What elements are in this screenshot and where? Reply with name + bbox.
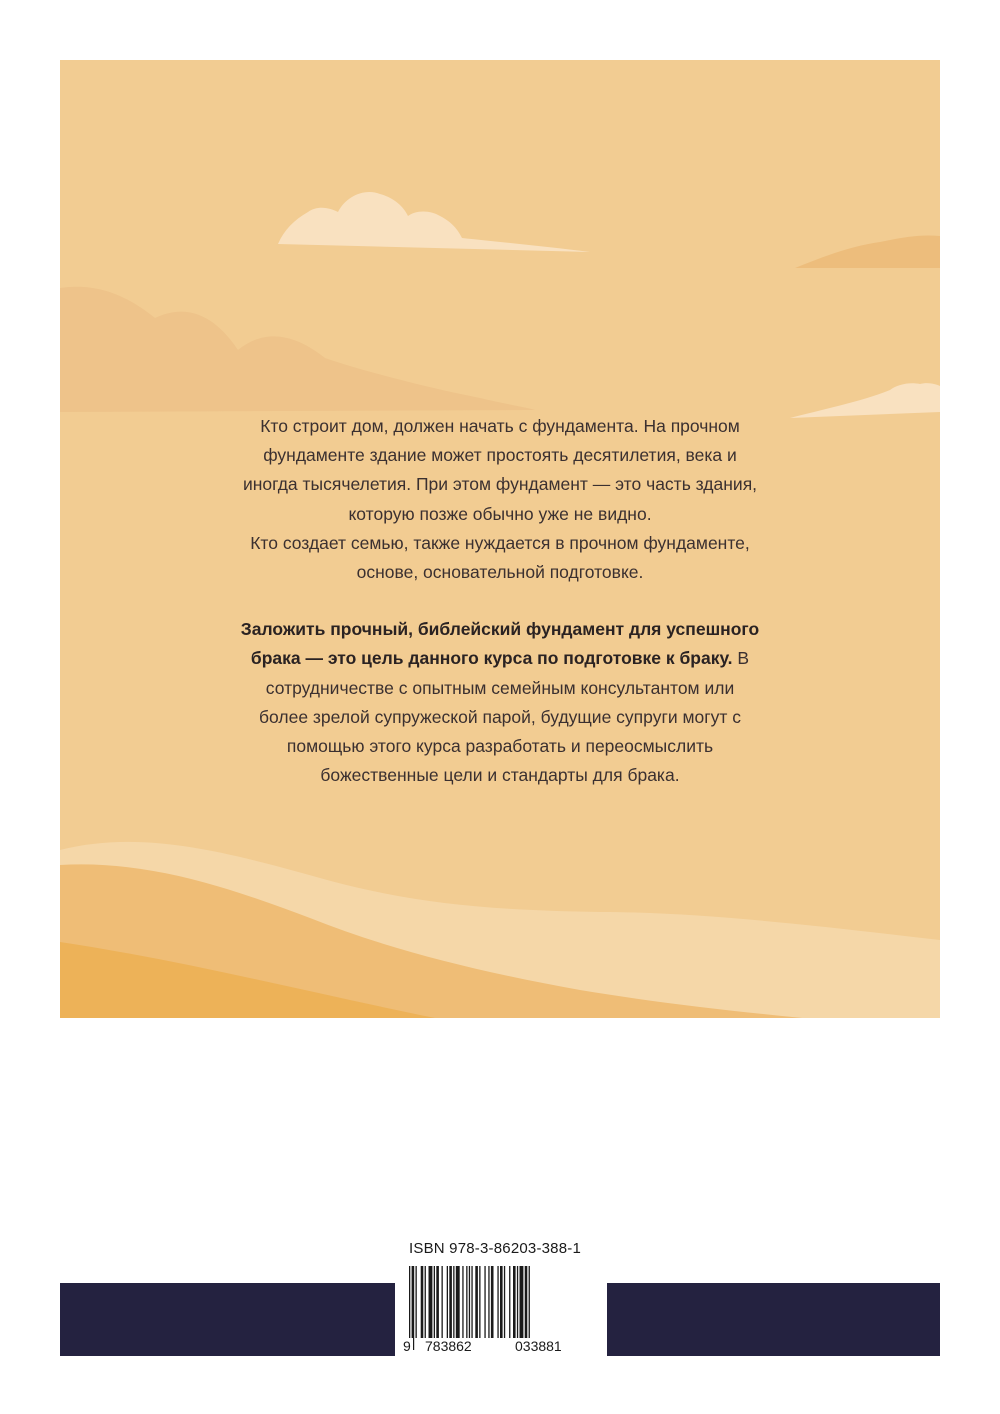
barcode-bar [517,1266,518,1338]
barcode-bar [453,1266,454,1338]
barcode-bar [425,1266,426,1338]
barcode-bar [479,1266,480,1338]
barcode-bar [456,1266,460,1338]
blurb-bold-lead: Заложить прочный, библейский фундамент для успешного брака — это цель данного курса по подготовке к браку. [240,619,760,669]
barcode-bar [434,1266,435,1338]
blurb-paragraph-3-rest: В сотрудничестве с опытным семейным консультантом или более зрелой супружеской парой, будущие супруги могут с помощью этого курса разработать и переосмыслить божественные цели и стандарты для брака. [259,648,750,786]
barcode-bar [484,1266,485,1338]
barcode-bar [500,1266,503,1338]
barcode-bar [421,1266,424,1338]
barcode-bar [488,1266,489,1338]
barcode-bar [447,1266,448,1338]
barcode-bar [509,1266,510,1338]
barcode-digits-left: 783862 [425,1338,472,1354]
blurb-paragraph-3 [240,615,760,790]
barcode-bar [466,1266,467,1338]
barcode-bar [429,1266,433,1338]
barcode-bar [491,1266,494,1338]
back-cover-blurb [240,412,760,790]
barcode-digit-first: 9 [403,1338,411,1354]
blurb-paragraph-1: Кто строит дом, должен начать с фундамента. На прочном фундаменте здание может простоять десятилетия, века и иногда тысячелетия. При этом фундамент — это часть здания, которую позже обычно уже не видно. [242,416,758,524]
blurb-paragraph-2: Кто создает семью, также нуждается в прочном фундаменте, основе, основательной подготовке. [250,532,750,583]
barcode-digits-right: 033881 [515,1338,562,1354]
barcode-bar [497,1266,498,1338]
isbn-label: ISBN 978-3-86203-388-1 [409,1240,582,1257]
barcode-bar [416,1266,417,1338]
isbn-barcode [395,1230,607,1366]
book-back-cover [60,60,940,1018]
barcode-bar [442,1266,443,1338]
barcode-bar [520,1266,524,1338]
barcode-bar [462,1266,463,1338]
barcode-bar [449,1266,452,1338]
barcode-bar [513,1266,516,1338]
barcode-bar [504,1266,505,1338]
barcode-bar [436,1266,439,1338]
barcode-bar [475,1266,478,1338]
